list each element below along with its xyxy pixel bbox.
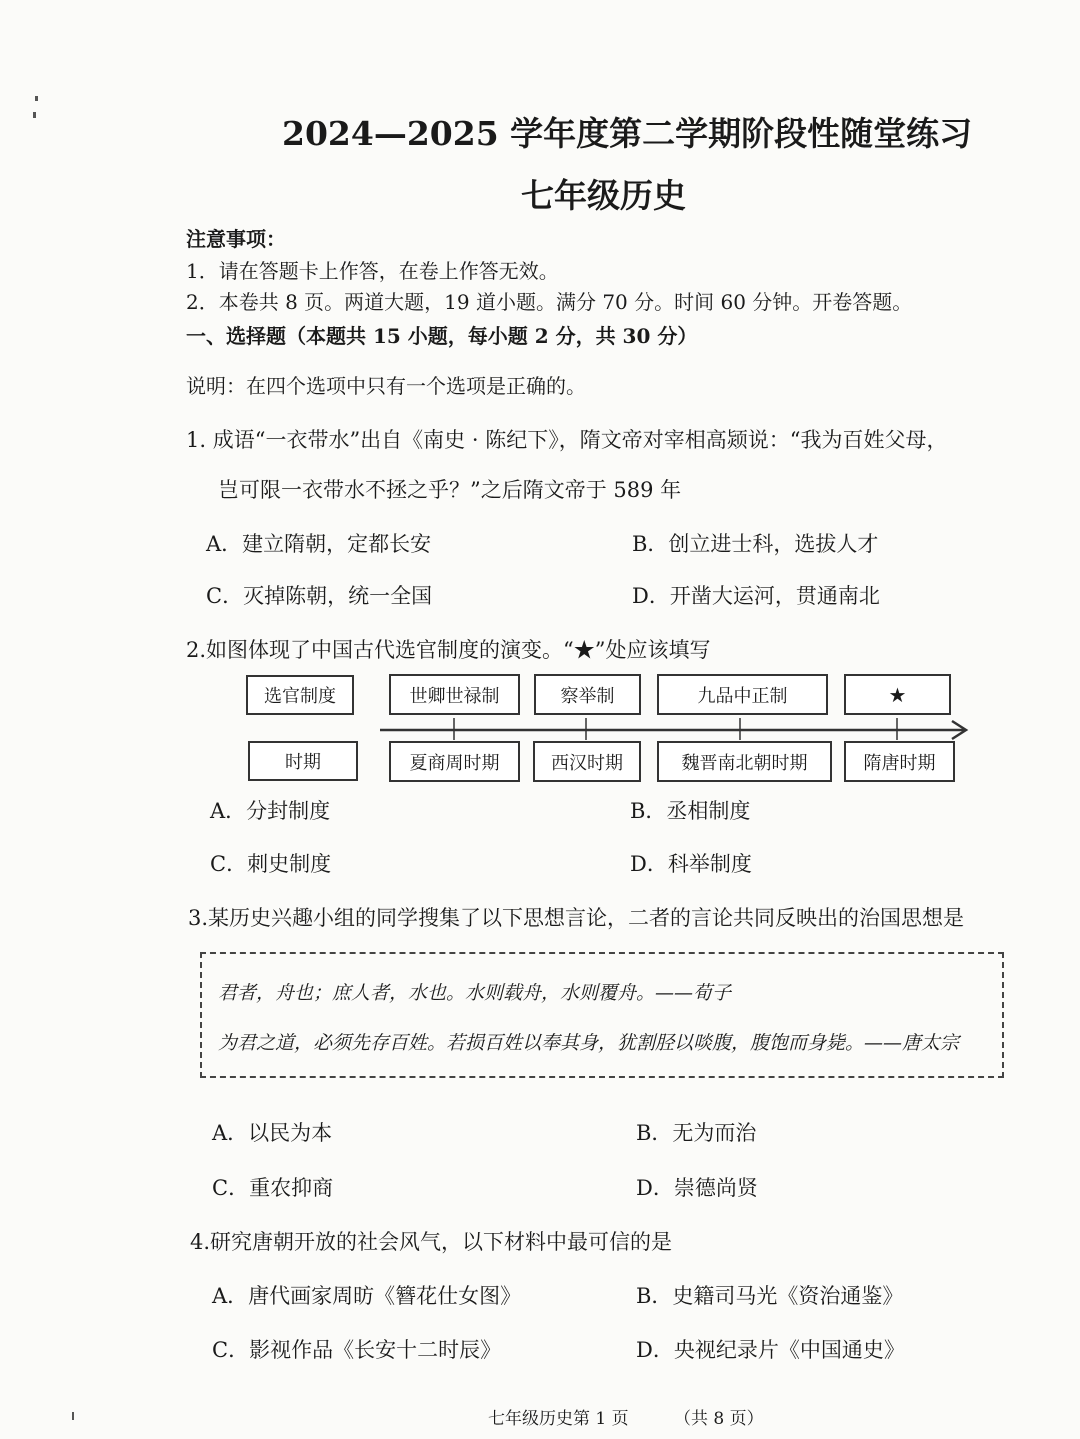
notice-item: 2．本卷共 8 页。两道大题，19 道小题。满分 70 分。时间 60 分钟。开卷答题。: [186, 290, 913, 314]
q4-option-d: D．央视纪录片《中国通史》: [636, 1338, 905, 1362]
question-1-stem-cont: 岂可限一衣带水不拯之乎？”之后隋文帝于 589 年: [218, 478, 682, 502]
question-2-stem: 2.如图体现了中国古代选官制度的演变。“★”处应该填写: [186, 638, 711, 662]
q4-option-a: A．唐代画家周昉《簪花仕女图》: [212, 1284, 522, 1308]
period-box-suitang: 隋唐时期: [844, 741, 955, 782]
quote-box: [200, 952, 1004, 1078]
scan-mark: [33, 112, 36, 118]
page-total: （共 8 页）: [674, 1409, 764, 1429]
q3-option-b: B．无为而治: [636, 1121, 757, 1145]
q1-option-c: C．灭掉陈朝，统一全国: [206, 584, 433, 608]
question-1-stem: 1. 成语“一衣带水”出自《南史 · 陈纪下》，隋文帝对宰相高颎说：“我为百姓父母，: [186, 428, 948, 452]
question-3-stem: 3.某历史兴趣小组的同学搜集了以下思想言论，二者的言论共同反映出的治国思想是: [188, 906, 965, 930]
notice-heading: 注意事项：: [186, 227, 286, 251]
system-box-jiupin: 九品中正制: [657, 674, 828, 715]
period-box-weijin: 魏晋南北朝时期: [657, 741, 832, 782]
q3-option-a: A．以民为本: [212, 1121, 333, 1145]
q1-option-b: B．创立进士科，选拔人才: [632, 532, 879, 556]
question-4-stem: 4.研究唐朝开放的社会风气，以下材料中最可信的是: [190, 1230, 673, 1254]
q2-option-a: A．分封制度: [210, 799, 331, 823]
q2-option-b: B．丞相制度: [630, 799, 751, 823]
diagram-row-label: 时期: [248, 741, 358, 781]
q2-option-c: C．刺史制度: [210, 852, 332, 876]
quote-xunzi: 君者，舟也；庶人者，水也。水则载舟，水则覆舟。——荀子: [218, 982, 732, 1004]
section-note: 说明：在四个选项中只有一个选项是正确的。: [186, 374, 586, 398]
exam-subject: 七年级历史: [521, 176, 686, 215]
system-box-star: ★: [844, 674, 951, 715]
q3-option-c: C．重农抑商: [212, 1176, 334, 1200]
period-box-xihan: 西汉时期: [533, 741, 641, 782]
q1-option-a: A．建立隋朝，定都长安: [206, 532, 432, 556]
diagram-row-label: 选官制度: [246, 675, 354, 715]
system-box-shiqing: 世卿世禄制: [389, 674, 520, 715]
q2-option-d: D．科举制度: [630, 852, 752, 876]
page-number: 七年级历史第 1 页: [488, 1409, 629, 1429]
q4-option-c: C．影视作品《长安十二时辰》: [212, 1338, 502, 1362]
q1-option-d: D．开凿大运河，贯通南北: [632, 584, 880, 608]
notice-item: 1．请在答题卡上作答，在卷上作答无效。: [186, 259, 559, 283]
exam-title: 2024—2025 学年度第二学期阶段性随堂练习: [282, 114, 973, 153]
scan-mark: [72, 1412, 74, 1420]
q4-option-b: B．史籍司马光《资治通鉴》: [636, 1284, 904, 1308]
section-heading: 一、选择题（本题共 15 小题，每小题 2 分，共 30 分）: [186, 324, 698, 348]
period-box-xiashangzhou: 夏商周时期: [389, 741, 520, 782]
scan-mark: [35, 96, 38, 101]
system-box-chaju: 察举制: [534, 674, 641, 715]
q3-option-d: D．崇德尚贤: [636, 1176, 758, 1200]
quote-tang-taizong: 为君之道，必须先存百姓。若损百姓以奉其身，犹割胫以啖腹，腹饱而身毙。——唐太宗: [218, 1032, 960, 1054]
timeline-arrow: [380, 718, 972, 742]
